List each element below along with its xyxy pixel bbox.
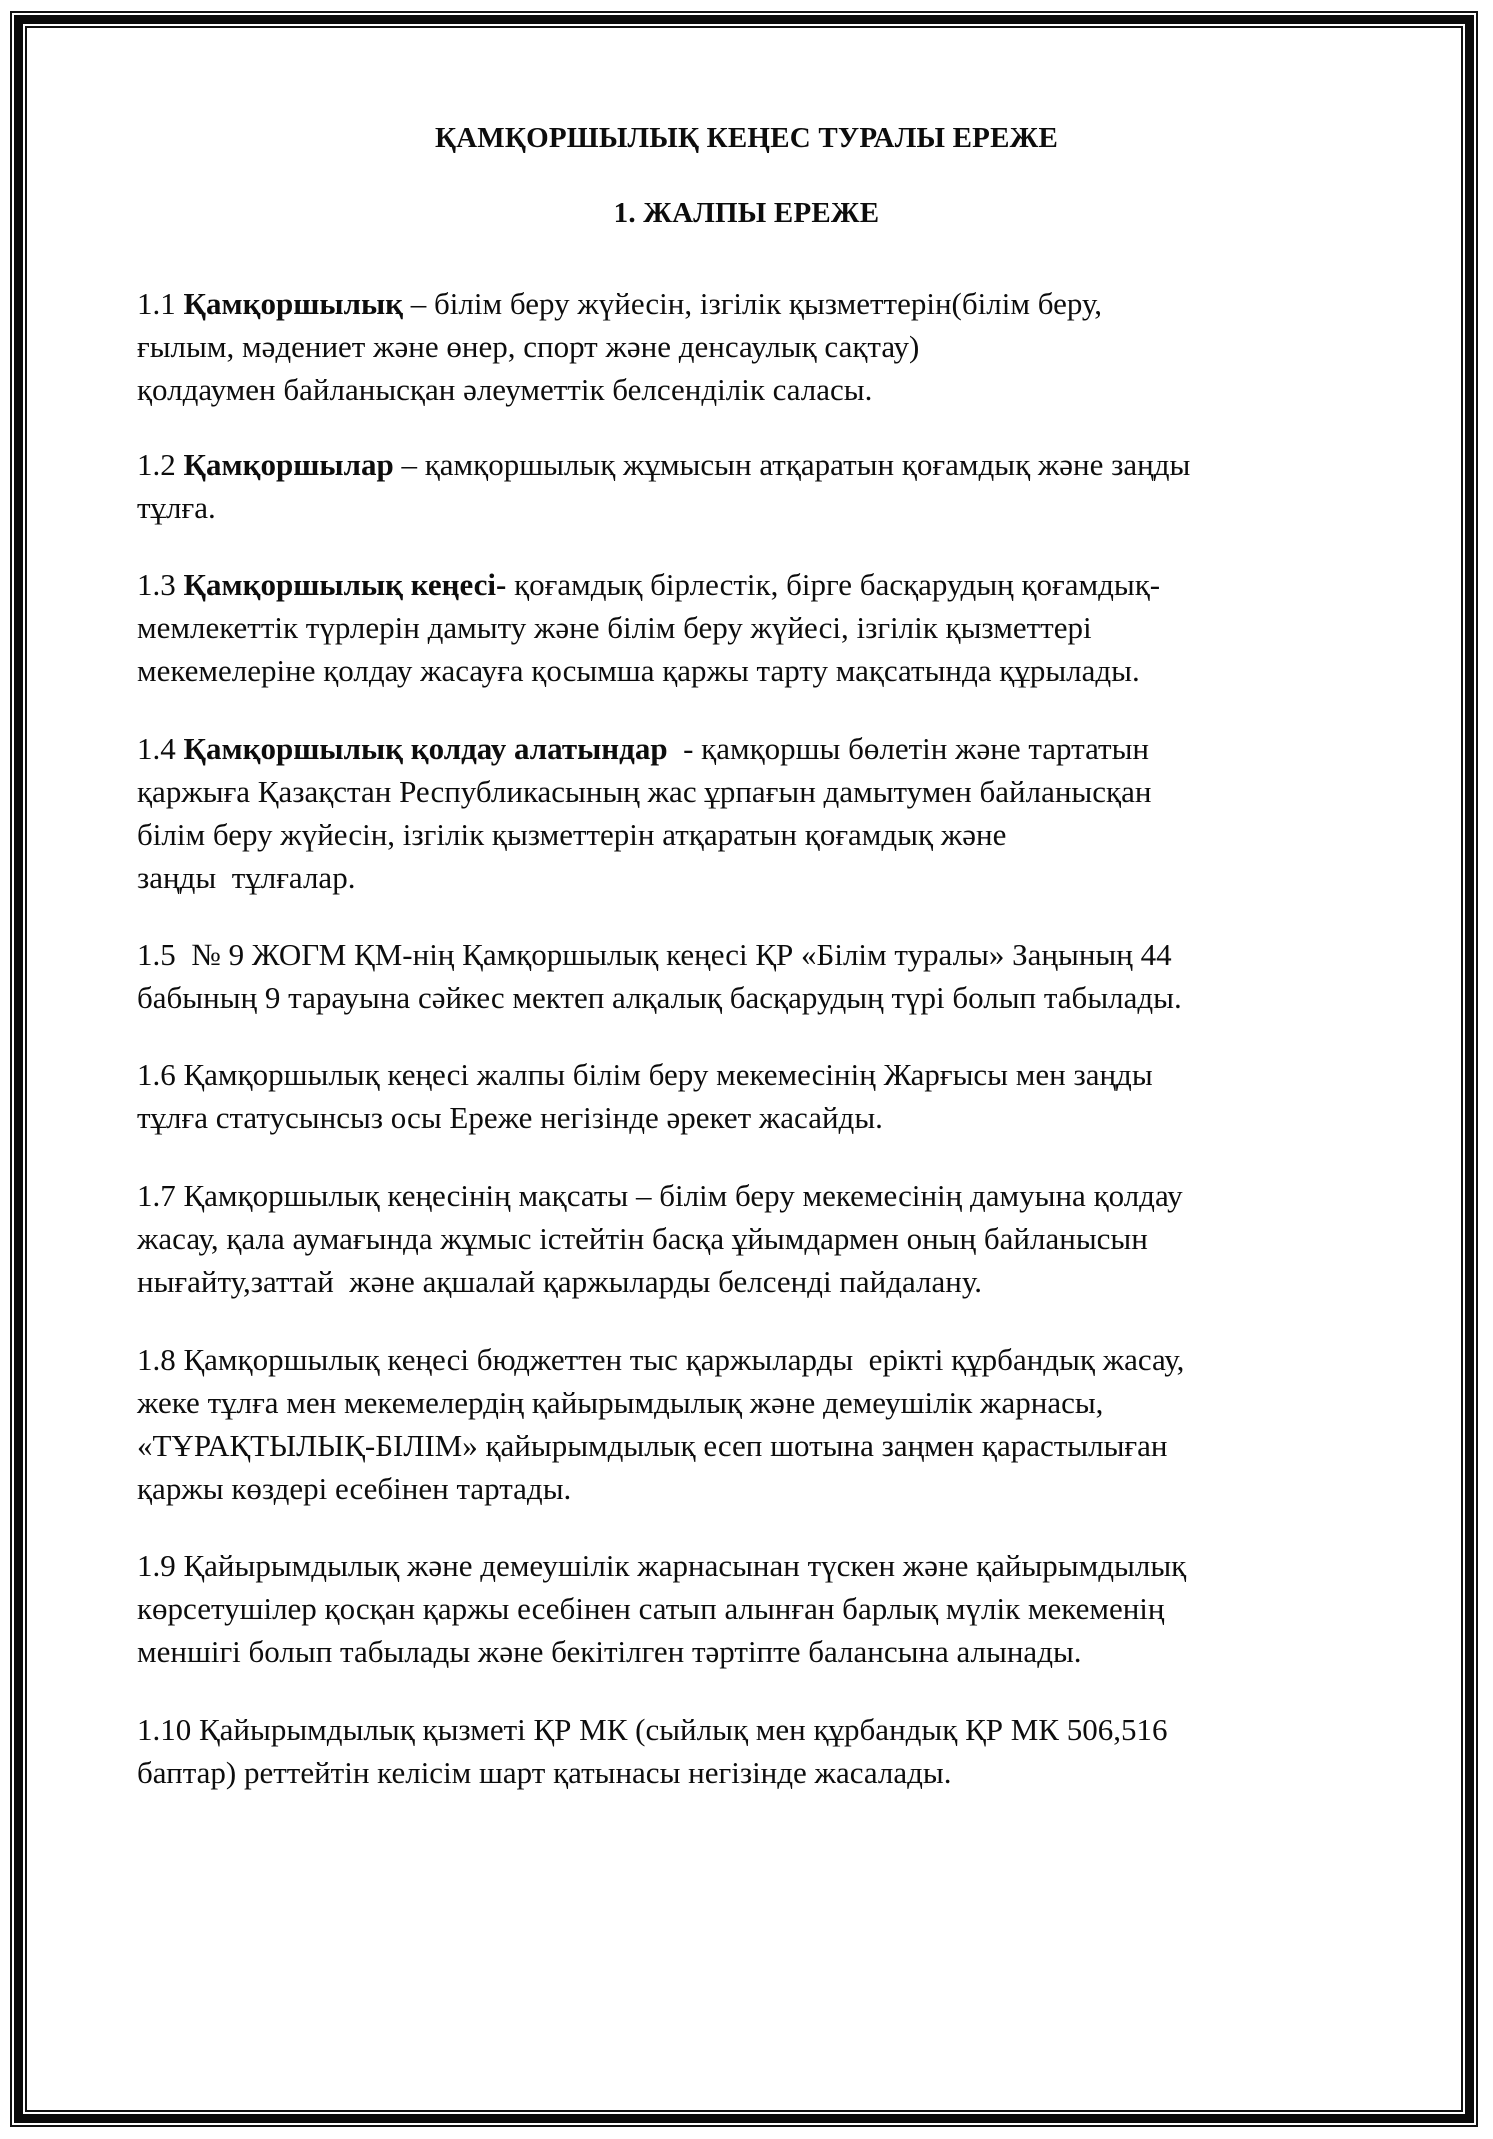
paragraph-line: мекемелеріне қолдау жасауға қосымша қаржы тарту мақсатында құрылады. bbox=[137, 653, 1140, 688]
paragraph-line: білім беру жүйесін, ізгілік қызметтерін атқаратын қоғамдық және bbox=[137, 817, 1007, 852]
paragraph-line bbox=[137, 282, 1457, 325]
paragraph-line: «ТҰРАҚТЫЛЫҚ-БІЛІМ» қайырымдылық есеп шотына заңмен қарастылыған bbox=[137, 1428, 1168, 1463]
paragraph-text: Қамқоршылық кеңесі бюджеттен тыс қаржыларды ерікті құрбандық жасау, bbox=[175, 1342, 1185, 1377]
paragraph-number: 1.1 bbox=[137, 286, 176, 321]
paragraph-line: тұлға. bbox=[137, 490, 216, 525]
paragraph-line bbox=[137, 1053, 1457, 1096]
paragraph-line: мемлекеттік түрлерін дамыту және білім беру жүйесі, ізгілік қызметтері bbox=[137, 610, 1092, 645]
paragraph-text: Қайырымдылық және демеушілік жарнасынан түскен және қайырымдылық bbox=[175, 1548, 1187, 1583]
paragraph-line: нығайту,заттай және ақшалай қаржыларды белсенді пайдалану. bbox=[137, 1264, 983, 1299]
paragraph-term: Қамқоршылық қолдау алатындар bbox=[183, 731, 668, 766]
paragraph-term: Қамқоршылар bbox=[183, 447, 394, 482]
paragraph-number: 1.4 bbox=[137, 731, 176, 766]
paragraph-text: № 9 ЖОГМ ҚМ-нің Қамқоршылық кеңесі ҚР «Білім туралы» Заңының 44 bbox=[175, 937, 1172, 972]
paragraph-line: жеке тұлға мен мекемелердің қайырымдылық және демеушілік жарнасы, bbox=[137, 1385, 1104, 1420]
paragraph-line: жасау, қала аумағында жұмыс істейтін басқа ұйымдармен оның байланысын bbox=[137, 1221, 1148, 1256]
paragraph-line: қаржыға Қазақстан Республикасының жас ұрпағын дамытумен байланысқан bbox=[137, 774, 1152, 809]
paragraph-1-3 bbox=[137, 563, 1457, 692]
paragraph-1-2 bbox=[137, 443, 1457, 529]
paragraph-number: 1.10 bbox=[137, 1712, 192, 1747]
paragraph-text: Қамқоршылық кеңесі жалпы білім беру мекемесінің Жарғысы мен заңды bbox=[175, 1057, 1153, 1092]
paragraph-line bbox=[137, 1338, 1457, 1381]
paragraph-number: 1.9 bbox=[137, 1548, 176, 1583]
document-title: ҚАМҚОРШЫЛЫҚ КЕҢЕС ТУРАЛЫ ЕРЕЖЕ bbox=[434, 122, 1059, 154]
paragraph-line bbox=[137, 443, 1457, 486]
paragraph-term: Қамқоршылық bbox=[183, 286, 404, 321]
paragraph-line: көрсетушілер қосқан қаржы есебінен сатып алынған барлық мүлік мекеменің bbox=[137, 1591, 1165, 1626]
paragraph-text: - қамқоршы бөлетін және тартатын bbox=[667, 731, 1149, 766]
paragraph-line: заңды тұлғалар. bbox=[137, 860, 356, 895]
paragraph-line: ғылым, мәдениет және өнер, спорт және денсаулық сақтау) bbox=[137, 329, 920, 364]
paragraph-1-9 bbox=[137, 1544, 1457, 1673]
paragraph-text: қоғамдық бірлестік, бірге басқарудың қоғамдық- bbox=[506, 567, 1161, 602]
paragraph-1-6 bbox=[137, 1053, 1457, 1139]
paragraph-line: қаржы көздері есебінен тартады. bbox=[137, 1471, 572, 1506]
paragraph-number: 1.2 bbox=[137, 447, 176, 482]
paragraph-1-4 bbox=[137, 727, 1457, 899]
paragraph-number: 1.5 bbox=[137, 937, 176, 972]
paragraph-1-7 bbox=[137, 1174, 1457, 1303]
paragraph-text: Қайырымдылық қызметі ҚР МК (сыйлық мен құрбандық ҚР МК 506,516 bbox=[191, 1712, 1168, 1747]
paragraph-number: 1.6 bbox=[137, 1057, 176, 1092]
paragraph-line: қолдаумен байланысқан әлеуметтік белсенділік саласы. bbox=[137, 372, 873, 407]
paragraph-1-1 bbox=[137, 282, 1457, 411]
paragraph-text: – қамқоршылық жұмысын атқаратын қоғамдық және заңды bbox=[393, 447, 1191, 482]
paragraph-line bbox=[137, 563, 1457, 606]
paragraph-text: Қамқоршылық кеңесінің мақсаты – білім беру мекемесінің дамуына қолдау bbox=[175, 1178, 1183, 1213]
paragraph-1-5 bbox=[137, 933, 1457, 1019]
paragraph-line bbox=[137, 933, 1457, 976]
paragraph-1-8 bbox=[137, 1338, 1457, 1510]
paragraph-text: – білім беру жүйесін, ізгілік қызметтерін(білім беру, bbox=[403, 286, 1103, 321]
paragraph-line: баптар) реттейтін келісім шарт қатынасы негізінде жасалады. bbox=[137, 1755, 952, 1790]
paragraph-term: Қамқоршылық кеңесі- bbox=[183, 567, 507, 602]
paragraph-line bbox=[137, 1544, 1457, 1587]
paragraph-line bbox=[137, 1174, 1457, 1217]
paragraph-line: меншігі болып табылады және бекітілген тәртіпте балансына алынады. bbox=[137, 1634, 1082, 1669]
paragraph-line bbox=[137, 1708, 1457, 1751]
section-title: 1. ЖАЛПЫ ЕРЕЖЕ bbox=[613, 197, 880, 229]
paragraph-line: бабының 9 тарауына сәйкес мектеп алқалық басқарудың түрі болып табылады. bbox=[137, 980, 1182, 1015]
paragraph-number: 1.7 bbox=[137, 1178, 176, 1213]
paragraph-line: тұлға статусынсыз осы Ереже негізінде әрекет жасайды. bbox=[137, 1100, 883, 1135]
paragraph-number: 1.3 bbox=[137, 567, 176, 602]
paragraph-line bbox=[137, 727, 1457, 770]
paragraph-number: 1.8 bbox=[137, 1342, 176, 1377]
paragraph-1-10 bbox=[137, 1708, 1457, 1794]
